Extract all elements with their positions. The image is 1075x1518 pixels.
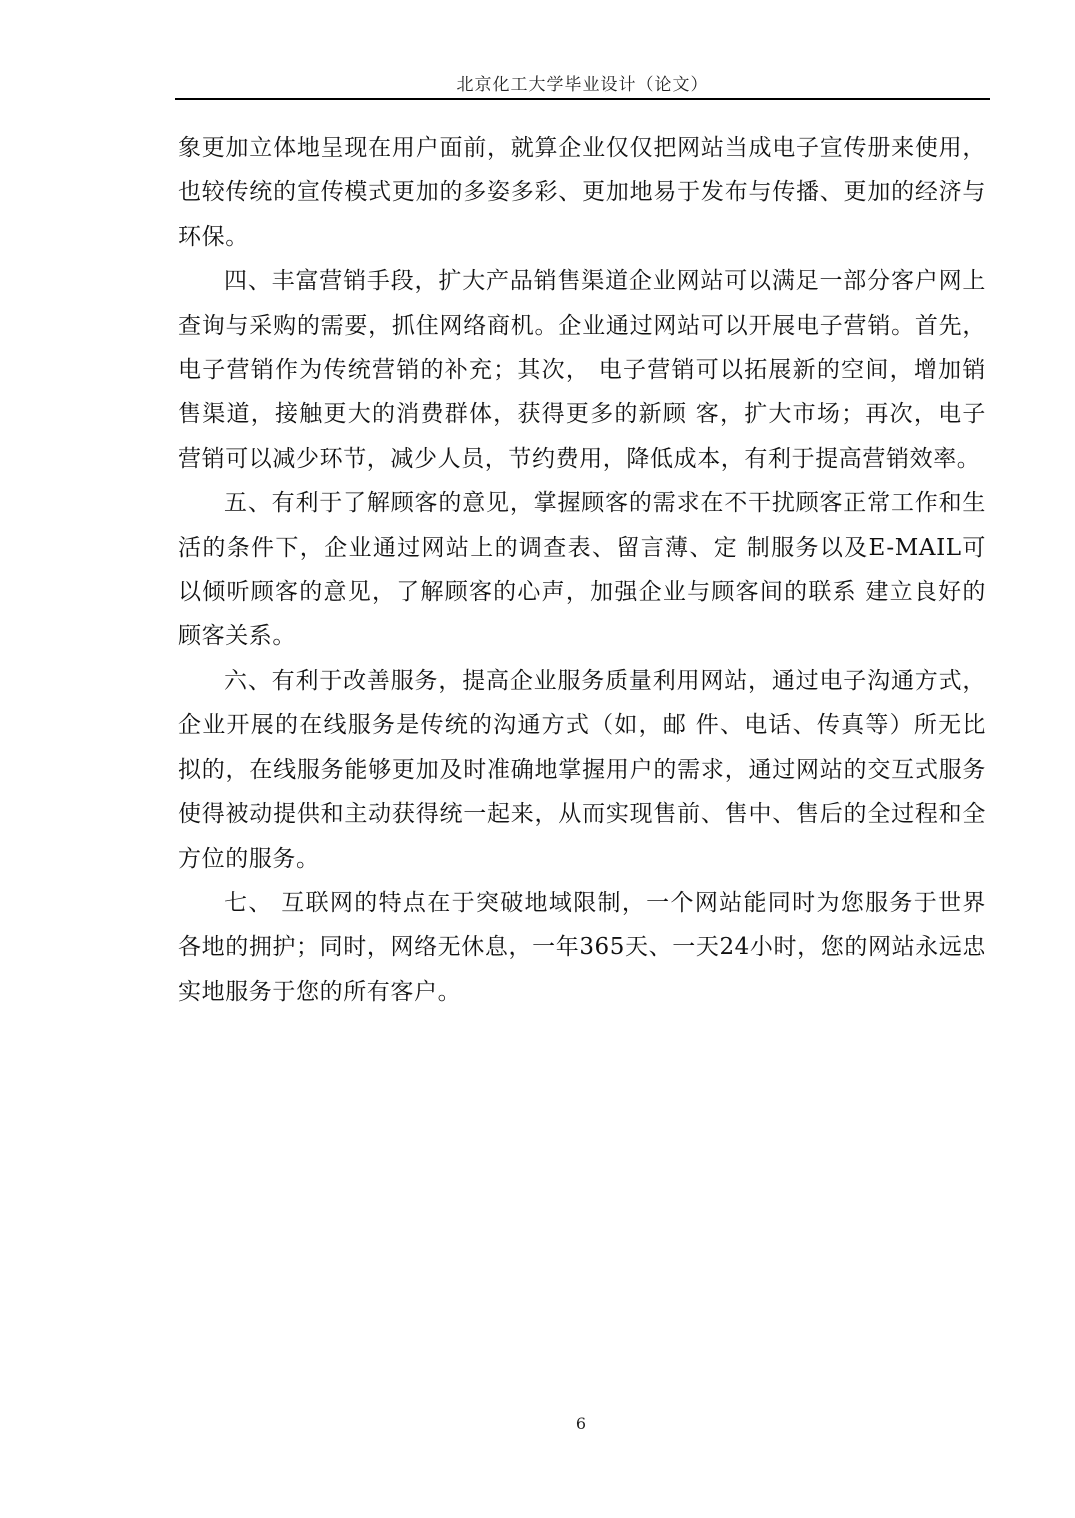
paragraph-continuation: 象更加立体地呈现在用户面前，就算企业仅仅把网站当成电子宣传册来使用，也较传统的宣传模式更加的多姿多彩、更加地易于发布与传播、更加的经济与环保。 <box>178 135 986 250</box>
paragraph-service: 六、有利于改善服务，提高企业服务质量利用网站，通过电子沟通方式，企业开展的在线服务是传统的沟通方式（如，邮 件、电话、传真等）所无比拟的，在线服务能够更加及时准确地掌握用户的需求，通过网站的交互式服务使得被动提供和主动获得统一起来，从而实现售前、售中、售后的全过程和全方位的服务。 <box>178 667 986 872</box>
paragraph-marketing: 四、丰富营销手段，扩大产品销售渠道企业网站可以满足一部分客户网上查询与采购的需要，抓住网络商机。企业通过网站可以开展电子营销。首先，电子营销作为传统营销的补充；其次， 电子营销可以拓展新的空间，增加销售渠道，接触更大的消费群体，获得更多的新顾 客，扩大市场；再次，电子营销可以减少环节，减少人员，节约费用，降低成本，有利于提高营销效率。 <box>178 268 986 472</box>
paragraph-internet: 七、 互联网的特点在于突破地域限制，一个网站能同时为您服务于世界各地的拥护；同时，网络无休息，一年365天、一天24小时，您的网站永远忠实地服务于您的所有客户。 <box>178 889 986 1005</box>
page-header: 北京化工大学毕业设计（论文） <box>456 75 709 95</box>
paragraph-customer-feedback: 五、有利于了解顾客的意见，掌握顾客的需求在不干扰顾客正常工作和生活的条件下，企业通过网站上的调查表、留言薄、定 制服务以及E-MAIL可以倾听顾客的意见，了解顾客的心声，加强企业与顾客间的联系 建立良好的顾客关系。 <box>178 490 986 650</box>
header-rule <box>175 98 990 100</box>
page-number: 6 <box>575 1414 587 1433</box>
body-text <box>178 126 986 1014</box>
